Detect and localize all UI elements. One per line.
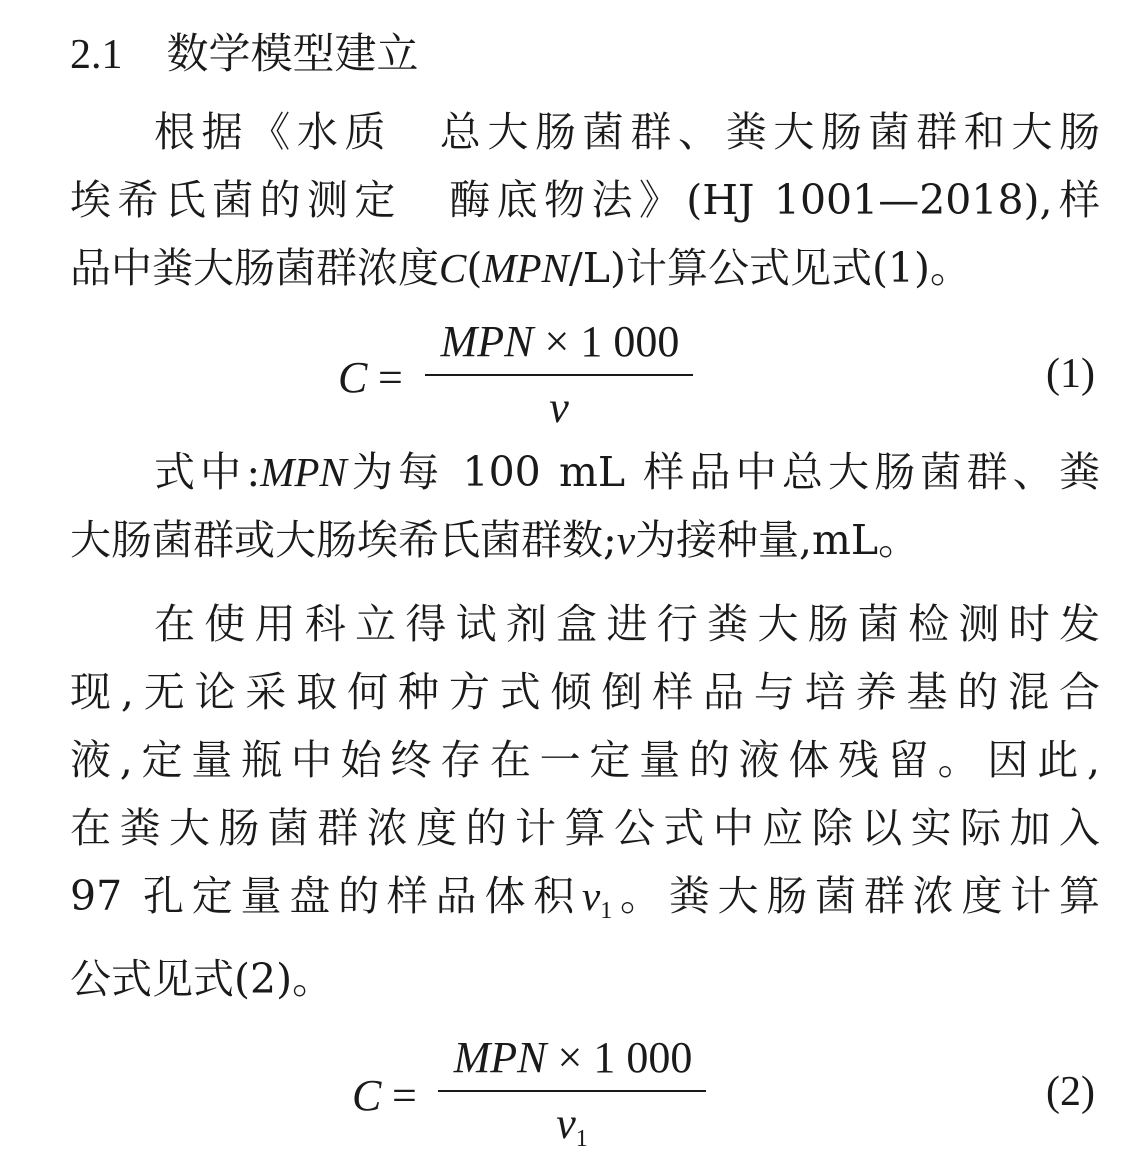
paragraph-2-line-1 xyxy=(70,438,1100,506)
text-segment: 品中粪大肠菌群浓度 xyxy=(70,244,439,292)
variable-v: v xyxy=(616,517,636,563)
paragraph-3-line-1: 在使用科立得试剂盒进行粪大肠菌检测时发 xyxy=(154,600,1100,648)
paragraph-3-line-5 xyxy=(70,862,1100,945)
paragraph-3-line-6: 公式见式(2)。 xyxy=(70,955,334,1003)
formula-2-number: (2) xyxy=(1046,1069,1095,1115)
paragraph-3 xyxy=(70,590,1100,1013)
paragraph-1 xyxy=(70,98,1100,302)
text-segment: /L)计算公式见式(1)。 xyxy=(568,244,972,292)
formula-2-numerator xyxy=(438,1032,708,1083)
paragraph-3-line-2: 现,无论采取何种方式倾倒样品与培养基的混合 xyxy=(70,668,1100,716)
variable-v: v xyxy=(582,873,601,919)
text-segment: 大肠菌群或大肠埃希氏菌群数; xyxy=(70,516,617,564)
paragraph-2-line-2 xyxy=(70,506,1100,574)
paragraph-2 xyxy=(70,438,1100,574)
formula-1-lhs: C xyxy=(338,353,368,402)
formula-2-denominator xyxy=(438,1098,706,1153)
section-number: 2.1 xyxy=(70,32,123,78)
formula-1-equals: = xyxy=(378,353,403,402)
variable-v: v xyxy=(556,1099,576,1148)
section-heading xyxy=(70,24,419,85)
formula-1 xyxy=(0,317,1137,432)
formula-1-numerator xyxy=(425,316,695,367)
text-segment: 为每 100 mL 样品中总大肠菌群、粪 xyxy=(346,448,1100,496)
formula-1-fraction-bar xyxy=(425,374,693,376)
formula-2-fraction-bar xyxy=(438,1090,706,1092)
formula-1-number: (1) xyxy=(1046,351,1095,397)
numerator-constant: × 1 000 xyxy=(533,317,680,366)
numerator-constant: × 1 000 xyxy=(546,1033,693,1082)
paragraph-3-line-3: 液,定量瓶中始终存在一定量的液体残留。因此, xyxy=(70,736,1100,784)
formula-2-equals: = xyxy=(392,1071,417,1120)
formula-2-lhs: C xyxy=(352,1071,382,1120)
variable-mpn: MPN xyxy=(440,317,534,366)
text-segment: ( xyxy=(466,244,483,292)
subscript: 1 xyxy=(600,898,613,924)
variable-mpn: MPN xyxy=(482,245,569,291)
paragraph-1-line-1: 根据《水质 总大肠菌群、粪大肠菌群和大肠 xyxy=(154,108,1100,156)
paragraph-1-line-3 xyxy=(70,234,1100,302)
formula-1-denominator: v xyxy=(549,383,569,432)
text-segment: 97 孔定量盘的样品体积 xyxy=(70,872,582,920)
variable-mpn: MPN xyxy=(453,1033,547,1082)
paragraph-1-line-2: 埃希氏菌的测定 酶底物法》(HJ 1001—2018),样 xyxy=(70,176,1100,224)
text-segment: 为接种量,mL。 xyxy=(635,516,920,564)
formula-2 xyxy=(0,1033,1137,1152)
paragraph-3-line-4: 在粪大肠菌群浓度的计算公式中应除以实际加入 xyxy=(70,804,1100,852)
text-segment: 式中: xyxy=(154,448,261,496)
variable-mpn: MPN xyxy=(260,449,347,495)
subscript: 1 xyxy=(575,1126,588,1152)
section-title: 数学模型建立 xyxy=(166,29,419,78)
text-segment: 。粪大肠菌群浓度计算 xyxy=(612,872,1100,920)
variable-c: C xyxy=(439,245,467,291)
